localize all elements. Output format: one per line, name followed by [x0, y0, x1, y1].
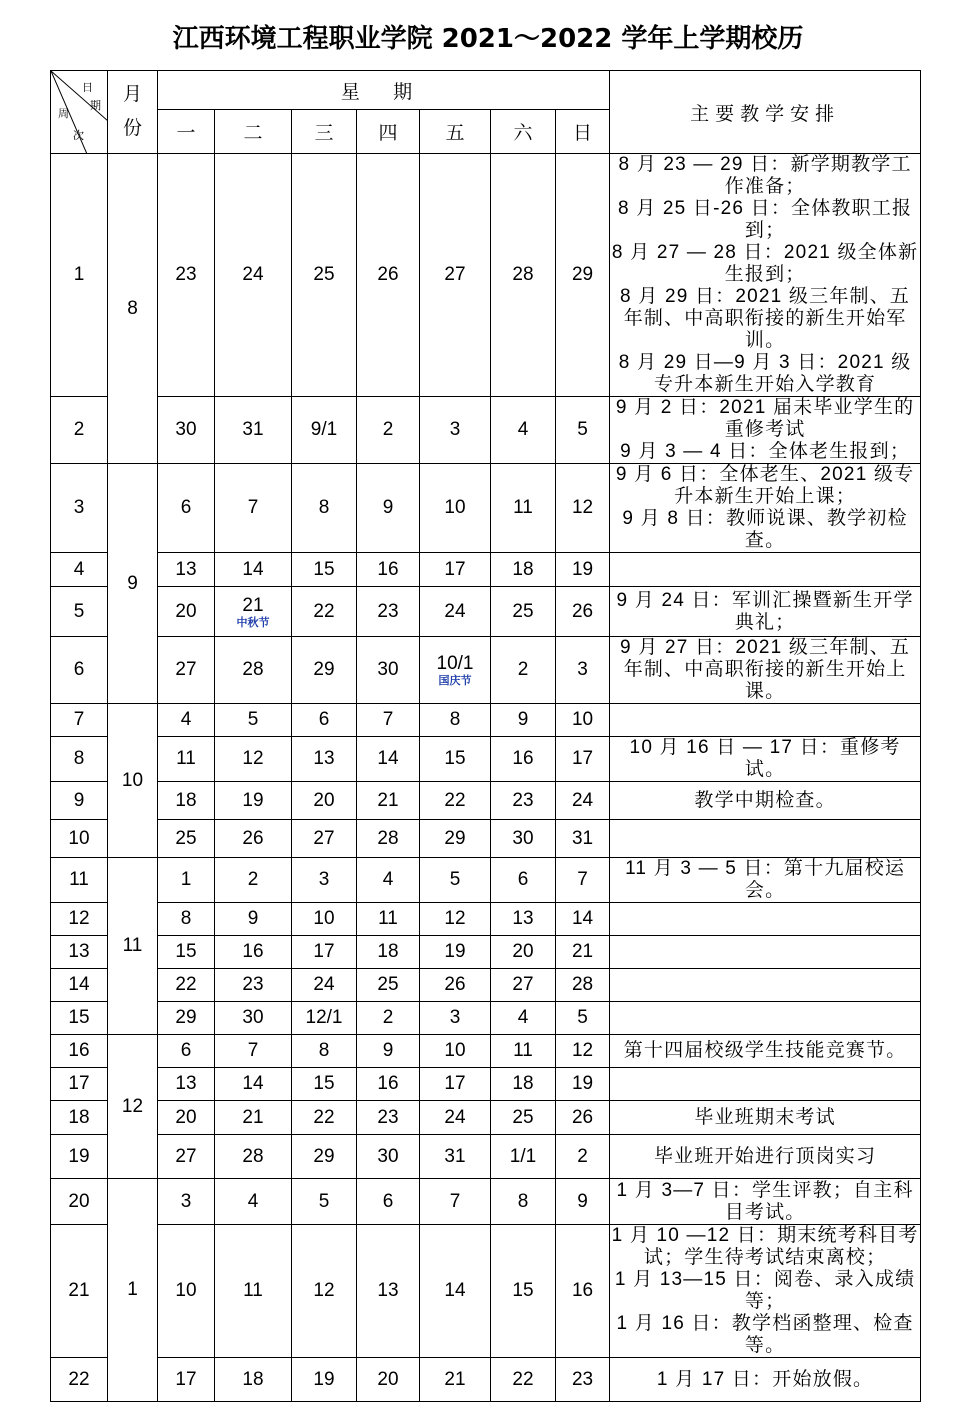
day-cell: 5: [556, 1002, 610, 1035]
day-cell: 5: [556, 397, 610, 464]
day-cell: 15: [491, 1225, 556, 1358]
month-cell: 1: [108, 1179, 158, 1402]
day-cell: 2: [491, 637, 556, 704]
day-cell: 14: [215, 1068, 292, 1101]
day-cell: 1/1: [491, 1135, 556, 1179]
diag-label-zhou: 周: [58, 108, 69, 120]
day-cell: 13: [158, 1068, 215, 1101]
day-cell: 30: [215, 1002, 292, 1035]
arrangement-note: [610, 858, 921, 903]
school-calendar-table: [50, 70, 921, 1402]
day-cell: 30: [357, 637, 420, 704]
week-number: 3: [51, 464, 108, 553]
day-cell: 10: [420, 464, 491, 553]
day-cell: 22: [491, 1358, 556, 1402]
weekday-mon: 一: [158, 110, 215, 154]
day-cell: 7: [215, 1035, 292, 1068]
arrangement-note: [610, 737, 921, 782]
day-cell: 27: [292, 820, 357, 858]
month-cell: 9: [108, 464, 158, 704]
page-title: 江西环境工程职业学院 2021～2022 学年上学期校历: [172, 24, 804, 54]
day-cell: 23: [215, 969, 292, 1002]
day-cell: 26: [556, 587, 610, 637]
week-row: [51, 1179, 921, 1225]
day-cell: 9: [357, 464, 420, 553]
month-header-line2: 份: [122, 118, 142, 139]
day-cell: 14: [215, 553, 292, 587]
week-number: 7: [51, 704, 108, 737]
day-cell: 3: [292, 858, 357, 903]
day-cell: 18: [158, 782, 215, 820]
day-cell: 12: [292, 1225, 357, 1358]
arrangement-note: [610, 1035, 921, 1068]
arrangement-line: 9 月 3 — 4 日：全体老生报到；: [620, 441, 911, 462]
day-cell: 26: [215, 820, 292, 858]
day-cell: 5: [292, 1179, 357, 1225]
day-cell: 16: [357, 553, 420, 587]
day-cell: 4: [491, 1002, 556, 1035]
arrangement-note: [610, 820, 921, 858]
arrangement-line: 9 月 27 日：2021 级三年制、五年制、中高职衔接的新生开始上课。: [620, 637, 911, 702]
day-cell: 25: [491, 1101, 556, 1135]
week-number: 21: [51, 1225, 108, 1358]
day-cell: 28: [215, 637, 292, 704]
week-number: 10: [51, 820, 108, 858]
day-cell: 8: [491, 1179, 556, 1225]
week-row: [51, 704, 921, 737]
week-number: 12: [51, 903, 108, 936]
day-cell: 19: [420, 936, 491, 969]
day-cell: 30: [158, 397, 215, 464]
day-cell: 12/1: [292, 1002, 357, 1035]
day-cell: 29: [292, 637, 357, 704]
day-number: 21: [242, 594, 264, 616]
day-cell: 10: [158, 1225, 215, 1358]
week-row: [51, 154, 921, 397]
day-cell: 28: [215, 1135, 292, 1179]
day-cell: 22: [292, 587, 357, 637]
day-cell: 24: [420, 587, 491, 637]
day-cell: 2: [556, 1135, 610, 1179]
day-cell: 24: [420, 1101, 491, 1135]
day-cell: 14: [420, 1225, 491, 1358]
day-cell: 23: [491, 782, 556, 820]
day-cell: 31: [556, 820, 610, 858]
week-number: 2: [51, 397, 108, 464]
day-cell: 25: [491, 587, 556, 637]
day-cell: 30: [357, 1135, 420, 1179]
arrangement-note: [610, 464, 921, 553]
week-date-diagonal-header: [51, 71, 108, 154]
week-row: [51, 1068, 921, 1101]
arrangement-note: [610, 1358, 921, 1402]
arrangement-line: 9 月 2 日：2021 届未毕业学生的重修考试: [615, 397, 915, 440]
day-cell: 11: [491, 464, 556, 553]
arrangement-note: [610, 637, 921, 704]
week-number: 13: [51, 936, 108, 969]
day-cell: 23: [556, 1358, 610, 1402]
day-cell: 23: [357, 587, 420, 637]
day-cell: 13: [292, 737, 357, 782]
day-cell: 10: [556, 704, 610, 737]
week-row: [51, 587, 921, 637]
day-cell: 4: [491, 397, 556, 464]
day-cell: 11: [491, 1035, 556, 1068]
day-cell: 13: [357, 1225, 420, 1358]
week-row: [51, 553, 921, 587]
day-cell: 6: [292, 704, 357, 737]
day-cell: 17: [420, 553, 491, 587]
week-number: 18: [51, 1101, 108, 1135]
arrangement-line: 9 月 8 日：教师说课、教学初检查。: [622, 508, 908, 551]
month-cell: 11: [108, 858, 158, 1035]
day-cell: 3: [556, 637, 610, 704]
day-cell: 15: [292, 553, 357, 587]
arrangement-line: 1 月 16 日：教学档函整理、检查等。: [616, 1313, 914, 1356]
day-cell: 11: [215, 1225, 292, 1358]
day-cell: 18: [491, 1068, 556, 1101]
day-cell: 12: [556, 464, 610, 553]
week-row: [51, 1035, 921, 1068]
arrangement-note: [610, 1101, 921, 1135]
week-row: [51, 820, 921, 858]
day-cell: 7: [556, 858, 610, 903]
day-cell: 1: [158, 858, 215, 903]
arrangement-note: [610, 397, 921, 464]
month-header-line1: 月: [122, 84, 142, 105]
day-cell: 23: [158, 154, 215, 397]
week-number: 14: [51, 969, 108, 1002]
day-cell: 8: [292, 464, 357, 553]
week-number: 20: [51, 1179, 108, 1225]
day-cell: 14: [357, 737, 420, 782]
day-cell: 10: [420, 1035, 491, 1068]
day-cell: 5: [420, 858, 491, 903]
day-cell: 26: [420, 969, 491, 1002]
week-row: [51, 1135, 921, 1179]
week-number: 22: [51, 1358, 108, 1402]
week-row: [51, 1225, 921, 1358]
day-cell: 21: [357, 782, 420, 820]
day-cell: 16: [491, 737, 556, 782]
diag-label-ci: 次: [73, 130, 84, 142]
day-cell: 25: [357, 969, 420, 1002]
day-cell: 4: [357, 858, 420, 903]
day-cell: 26: [556, 1101, 610, 1135]
day-cell: 9/1: [292, 397, 357, 464]
weekday-wed: 三: [292, 110, 357, 154]
day-cell: 20: [158, 587, 215, 637]
arrangement-line: 教学中期检查。: [694, 789, 836, 811]
week-number: 19: [51, 1135, 108, 1179]
day-cell: 29: [158, 1002, 215, 1035]
day-cell: 5: [215, 704, 292, 737]
arrangement-line: 毕业班开始进行顶岗实习: [653, 1145, 877, 1167]
day-cell: 12: [556, 1035, 610, 1068]
diag-label-qi: 期: [90, 100, 101, 112]
day-cell: 12: [420, 903, 491, 936]
day-cell: 7: [420, 1179, 491, 1225]
arrangement-note: [610, 1135, 921, 1179]
day-cell: 7: [215, 464, 292, 553]
day-cell: 9: [491, 704, 556, 737]
day-cell: 20: [158, 1101, 215, 1135]
arrangement-note: [610, 553, 921, 587]
day-cell: 15: [420, 737, 491, 782]
arrangement-note: [610, 936, 921, 969]
week-number: 17: [51, 1068, 108, 1101]
day-cell: 27: [158, 1135, 215, 1179]
day-cell: 21: [420, 1358, 491, 1402]
day-cell: 24: [215, 154, 292, 397]
arrangement-line: 8 月 25 日-26 日：全体教职工报到；: [617, 198, 913, 241]
week-row: [51, 858, 921, 903]
arrangement-note: [610, 969, 921, 1002]
day-cell: 18: [491, 553, 556, 587]
holiday-label: 国庆节: [438, 674, 472, 687]
week-number: 6: [51, 637, 108, 704]
day-cell: 11: [158, 737, 215, 782]
day-cell: 8: [292, 1035, 357, 1068]
weekday-group-header: 星 期: [158, 71, 610, 110]
week-row: [51, 903, 921, 936]
weekday-fri: 五: [420, 110, 491, 154]
day-cell: 27: [158, 637, 215, 704]
day-cell: 29: [292, 1135, 357, 1179]
week-number: 1: [51, 154, 108, 397]
day-cell: 9: [357, 1035, 420, 1068]
day-cell: 6: [158, 464, 215, 553]
arrangement-note: [610, 704, 921, 737]
weekday-thu: 四: [357, 110, 420, 154]
month-cell: 12: [108, 1035, 158, 1179]
day-cell: 29: [420, 820, 491, 858]
week-number: 8: [51, 737, 108, 782]
week-row: [51, 1101, 921, 1135]
weekday-sat: 六: [491, 110, 556, 154]
day-cell: 12: [215, 737, 292, 782]
day-cell: 25: [292, 154, 357, 397]
day-cell: 6: [158, 1035, 215, 1068]
day-cell: 9: [556, 1179, 610, 1225]
day-cell: 14: [556, 903, 610, 936]
day-cell: 30: [491, 820, 556, 858]
day-cell: [420, 637, 491, 704]
day-cell: 8: [420, 704, 491, 737]
header-row-1: [51, 71, 921, 110]
week-number: 15: [51, 1002, 108, 1035]
arrangement-line: 8 月 29 日—9 月 3 日：2021 级专升本新生开始入学教育: [618, 352, 912, 395]
arrangement-line: 1 月 13—15 日：阅卷、录入成绩等；: [614, 1269, 916, 1312]
day-cell: 19: [556, 553, 610, 587]
day-cell: 10: [292, 903, 357, 936]
day-cell: 31: [420, 1135, 491, 1179]
arrangement-line: 8 月 27 — 28 日：2021 级全体新生报到；: [611, 242, 919, 285]
arrangement-note: [610, 1068, 921, 1101]
day-cell: 18: [357, 936, 420, 969]
day-cell: 20: [357, 1358, 420, 1402]
day-number: 10/1: [436, 653, 474, 674]
day-cell: 11: [357, 903, 420, 936]
day-cell: 19: [215, 782, 292, 820]
week-row: [51, 782, 921, 820]
week-row: [51, 637, 921, 704]
day-cell: 22: [158, 969, 215, 1002]
day-cell: 7: [357, 704, 420, 737]
week-row: [51, 397, 921, 464]
holiday-label: 中秋节: [236, 615, 270, 629]
day-cell: 26: [357, 154, 420, 397]
arrangement-line: 10 月 16 日 — 17 日：重修考试。: [629, 737, 901, 780]
arrangement-line: 1 月 3—7 日：学生评教；自主科目考试。: [616, 1179, 914, 1223]
week-row: [51, 936, 921, 969]
day-cell: 21: [215, 1101, 292, 1135]
arrangement-line: 毕业班期末考试: [694, 1106, 836, 1128]
weekday-tue: 二: [215, 110, 292, 154]
arrangement-line: 11 月 3 — 5 日：第十九届校运会。: [625, 858, 906, 901]
day-cell: 22: [420, 782, 491, 820]
day-cell: 22: [292, 1101, 357, 1135]
day-cell: 15: [292, 1068, 357, 1101]
day-cell: 9: [215, 903, 292, 936]
arrangement-line: 第十四届校级学生技能竞赛节。: [623, 1040, 907, 1061]
day-cell: 16: [215, 936, 292, 969]
day-cell: 4: [215, 1179, 292, 1225]
day-cell: 25: [158, 820, 215, 858]
month-cell: 8: [108, 154, 158, 464]
week-row: [51, 737, 921, 782]
day-cell: 2: [215, 858, 292, 903]
arrangement-line: 1 月 10 —12 日：期末统考科目考试；学生待考试结束离校；: [611, 1225, 919, 1268]
arrangement-note: [610, 1179, 921, 1225]
day-cell: 19: [556, 1068, 610, 1101]
day-cell: 20: [491, 936, 556, 969]
week-number: 16: [51, 1035, 108, 1068]
month-cell: 10: [108, 704, 158, 858]
day-cell: 28: [491, 154, 556, 397]
day-cell: 3: [420, 397, 491, 464]
day-cell: 24: [292, 969, 357, 1002]
arrangement-note: [610, 154, 921, 397]
day-cell: 4: [158, 704, 215, 737]
day-cell: 23: [357, 1101, 420, 1135]
day-cell: 17: [292, 936, 357, 969]
day-cell: 17: [158, 1358, 215, 1402]
day-cell: 13: [158, 553, 215, 587]
day-cell: 19: [292, 1358, 357, 1402]
week-row: [51, 1358, 921, 1402]
weekday-sun: 日: [556, 110, 610, 154]
week-row: [51, 464, 921, 553]
day-cell: 17: [420, 1068, 491, 1101]
week-number: 11: [51, 858, 108, 903]
day-cell: 6: [491, 858, 556, 903]
arrangement-line: 1 月 17 日：开始放假。: [656, 1368, 874, 1390]
day-cell: 27: [420, 154, 491, 397]
arrangement-line: 8 月 29 日：2021 级三年制、五年制、中高职衔接的新生开始军训。: [620, 286, 911, 351]
day-cell: 16: [357, 1068, 420, 1101]
day-cell: 2: [357, 1002, 420, 1035]
day-cell: 28: [357, 820, 420, 858]
day-cell: 3: [158, 1179, 215, 1225]
week-number: 4: [51, 553, 108, 587]
arrangement-note: [610, 903, 921, 936]
arrangement-line: 9 月 6 日：全体老生、2021 级专升本新生开始上课；: [615, 464, 915, 507]
day-cell: 18: [215, 1358, 292, 1402]
day-cell: 8: [158, 903, 215, 936]
week-number: 5: [51, 587, 108, 637]
day-cell: 21: [556, 936, 610, 969]
day-cell: 6: [357, 1179, 420, 1225]
arrangement-note: [610, 1002, 921, 1035]
arrangement-line: 9 月 24 日：军训汇操暨新生开学典礼；: [616, 589, 914, 633]
day-cell: 31: [215, 397, 292, 464]
day-cell: [215, 587, 292, 637]
day-cell: 13: [491, 903, 556, 936]
week-number: 9: [51, 782, 108, 820]
arrangement-note: [610, 587, 921, 637]
main-arrangement-header: 主要教学安排: [610, 71, 921, 154]
week-row: [51, 1002, 921, 1035]
day-cell: 27: [491, 969, 556, 1002]
arrangement-line: 8 月 23 — 29 日：新学期教学工作准备；: [618, 154, 912, 197]
arrangement-note: [610, 1225, 921, 1358]
week-row: [51, 969, 921, 1002]
arrangement-note: [610, 782, 921, 820]
diag-label-ri: 日: [82, 82, 93, 94]
day-cell: 24: [556, 782, 610, 820]
day-cell: 2: [357, 397, 420, 464]
day-cell: 28: [556, 969, 610, 1002]
day-cell: 15: [158, 936, 215, 969]
day-cell: 20: [292, 782, 357, 820]
day-cell: 29: [556, 154, 610, 397]
day-cell: 16: [556, 1225, 610, 1358]
day-cell: 17: [556, 737, 610, 782]
month-header: [108, 71, 158, 154]
day-cell: 3: [420, 1002, 491, 1035]
